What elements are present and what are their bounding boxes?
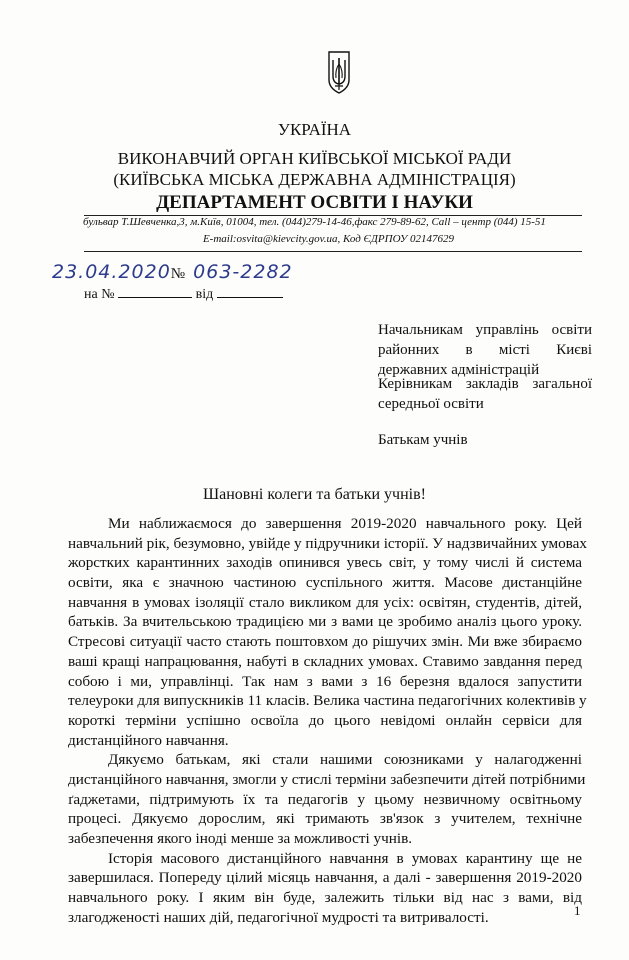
handwritten-date: 23.04.2020 <box>52 261 171 283</box>
body-line: навчального року. І яким він буде, залежить тільки від нас з вами, від <box>68 889 582 907</box>
letter-body <box>68 514 587 927</box>
body-line: жорстких карантинних заходів опинився увесь світ, у тому числі й система <box>68 554 582 572</box>
reference-label-vid: від <box>195 287 214 302</box>
body-line: Ми наближаємося до завершення 2019-2020 навчального року. Цей <box>108 515 582 532</box>
reference-line <box>84 286 283 303</box>
recipient-block <box>378 430 592 450</box>
recipient-line: районних в місті Києві <box>378 342 592 358</box>
body-line: навчальний рік, безумовно, увійде у підручники історії. У надзвичайних умовах <box>68 534 587 552</box>
reference-label-na: на № <box>84 287 115 302</box>
recipient-line: Керівникам закладів загальної <box>378 376 592 392</box>
body-line: ґаджетами, підтримують їх та педагогів у цьому незвичному освітньому <box>68 790 582 808</box>
reference-number-blank <box>118 286 192 298</box>
greeting: Шановні колеги та батьки учнів! <box>202 486 426 503</box>
department-name: ДЕПАРТАМЕНТ ОСВІТИ І НАУКИ <box>156 192 473 213</box>
body-line: Історія масового дистанційного навчання в умовах карантину ще не <box>108 849 582 867</box>
body-line: Дякуємо батькам, які стали нашими союзниками у налагодженні <box>108 751 582 769</box>
recipient-block <box>378 320 592 380</box>
recipient-line: Начальникам управлінь освіти <box>378 322 592 338</box>
body-line: освіти, яка є значною частиною суспільного життя. Масове дистанційне <box>68 574 582 592</box>
body-line: процесі. Дякуємо дорослим, які тримають зв'язок з учителем, технічне <box>68 810 582 828</box>
body-line: батьків. За вчительською традицією ми з вами це зробимо аналіз цього уроку. <box>68 613 582 631</box>
body-line: Стресові ситуації часто стають поштовхом до рішучих змін. Ми вже збираємо <box>68 633 582 651</box>
trident-emblem-icon <box>326 50 352 94</box>
body-line: навчання в умовах ізоляції стало викликом для усіх: освітян, студентів, дітей, <box>68 593 582 611</box>
recipient-line: середньої освіти <box>378 396 484 412</box>
address-line: бульвар Т.Шевченка,3, м.Київ, 01004, тел. (044)279-14-46,факс 279-89-62, Call – центр (044) 15-51 <box>83 216 546 228</box>
reference-date-blank <box>217 286 283 298</box>
recipient-line: Батькам учнів <box>378 432 468 448</box>
organization-line-2: (КИЇВСЬКА МІСЬКА ДЕРЖАВНА АДМІНІСТРАЦІЯ) <box>113 170 516 189</box>
body-line: злагодженості наших дій, педагогічної мудрості та витривалості. <box>68 908 489 926</box>
body-line: ваші кращі напрацювання, набуті в складних умовах. Ставимо завдання перед <box>68 652 582 670</box>
registration-stamp <box>52 261 293 283</box>
number-sign: № <box>170 266 187 282</box>
recipient-block <box>378 374 592 414</box>
email-line: E-mail:osvita@kievcity.gov.ua, Код ЄДРПОУ 02147629 <box>202 233 455 245</box>
body-line: собою і ми, управлінці. Так нам з вами з 16 березня вдалося запустити <box>68 672 582 690</box>
handwritten-number: 063-2282 <box>193 261 293 283</box>
country-name: УКРАЇНА <box>277 120 352 139</box>
body-line: завершилася. Попереду цілий місяць навчання, а далі - завершення 2019-2020 <box>68 869 582 887</box>
body-line: дистанційного навчання. <box>68 731 229 749</box>
header-rule-bottom <box>84 251 582 252</box>
recipient-line: державних адміністрацій <box>378 362 540 378</box>
body-line: забезпечення якого іноді менше за можливості учнів. <box>68 830 413 847</box>
body-line: телеуроки для випускників 11 класів. Велика частина педагогічних колективів у <box>68 692 587 710</box>
body-line: дистанційного навчання, змогли у стислі терміни забезпечити дітей потрібними <box>68 770 586 788</box>
page-number: 1 <box>574 903 581 918</box>
body-line: короткі терміни успішно освоїла до цього невідомі онлайн сервіси для <box>68 711 582 729</box>
organization-line-1: ВИКОНАВЧИЙ ОРГАН КИЇВСЬКОЇ МІСЬКОЇ РАДИ <box>117 149 512 168</box>
